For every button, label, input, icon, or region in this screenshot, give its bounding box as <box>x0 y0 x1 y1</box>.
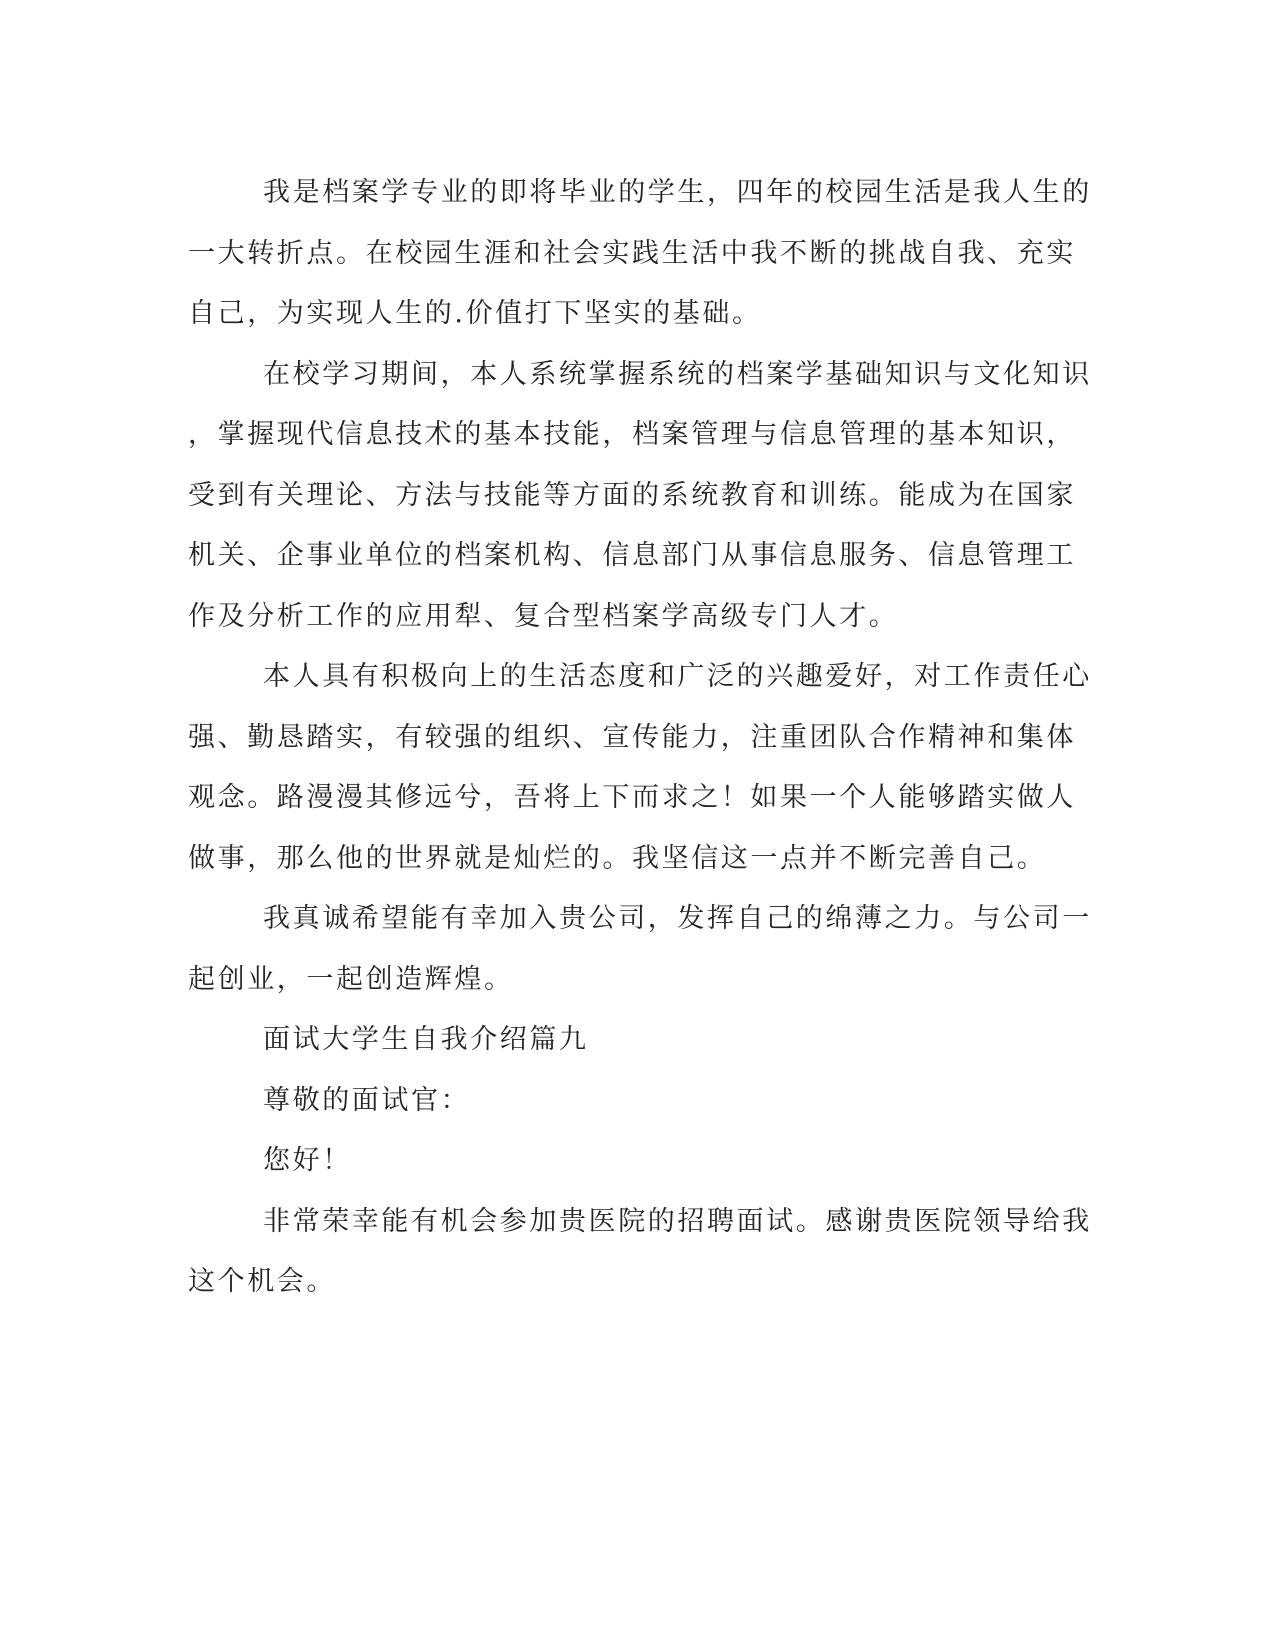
text-line: 作及分析工作的应用犁、复合型档案学高级专门人才。 <box>188 600 899 632</box>
text-line: 观念。路漫漫其修远兮，吾将上下而求之！如果一个人能够踏实做人 <box>188 782 1076 813</box>
greeting <box>188 1131 1068 1192</box>
text-line: 自己，为实现人生的.价值打下坚实的基础。 <box>188 298 762 329</box>
text-line: 起创业，一起创造辉煌。 <box>188 963 514 995</box>
text-line: 我真诚希望能有幸加入贵公司，发挥自己的绵薄之力。与公司一 <box>263 903 1092 934</box>
greeting-text: 您好！ <box>263 1145 352 1176</box>
text-line: 做事，那么他的世界就是灿烂的。我坚信这一点并不断完善自己。 <box>188 842 1047 874</box>
salutation <box>188 1071 1068 1132</box>
text-line: 我是档案学专业的即将毕业的学生，四年的校园生活是我人生的 <box>263 177 1092 208</box>
text-line: 这个机会。 <box>188 1266 336 1297</box>
text-line: 受到有关理论、方法与技能等方面的系统教育和训练。能成为在国家 <box>188 479 1076 511</box>
text-line: ，掌握现代信息技术的基本技能，档案管理与信息管理的基本知识， <box>188 419 1076 450</box>
text-line: 一大转折点。在校园生涯和社会实践生活中我不断的挑战自我、充实 <box>188 237 1076 269</box>
paragraph-study <box>188 345 1092 648</box>
paragraph-character <box>188 647 1092 889</box>
heading-text: 面试大学生自我介绍篇九 <box>263 1024 589 1055</box>
section-heading <box>188 1010 1068 1071</box>
text-line: 本人具有积极向上的生活态度和广泛的兴趣爱好，对工作责任心 <box>263 661 1092 692</box>
text-line: 非常荣幸能有机会参加贵医院的招聘面试。感谢贵医院领导给我 <box>263 1205 1092 1237</box>
text-line: 强、勤恳踏实，有较强的组织、宣传能力，注重团队合作精神和集体 <box>188 721 1076 753</box>
salutation-text: 尊敬的面试官： <box>263 1084 471 1116</box>
text-line: 机关、企事业单位的档案机构、信息部门从事信息服务、信息管理工 <box>188 540 1076 571</box>
document-body <box>188 163 1092 1313</box>
paragraph-intro <box>188 163 1092 345</box>
text-line: 在校学习期间，本人系统掌握系统的档案学基础知识与文化知识 <box>263 358 1092 390</box>
paragraph-thanks <box>188 1192 1092 1313</box>
paragraph-hope <box>188 889 1092 1010</box>
